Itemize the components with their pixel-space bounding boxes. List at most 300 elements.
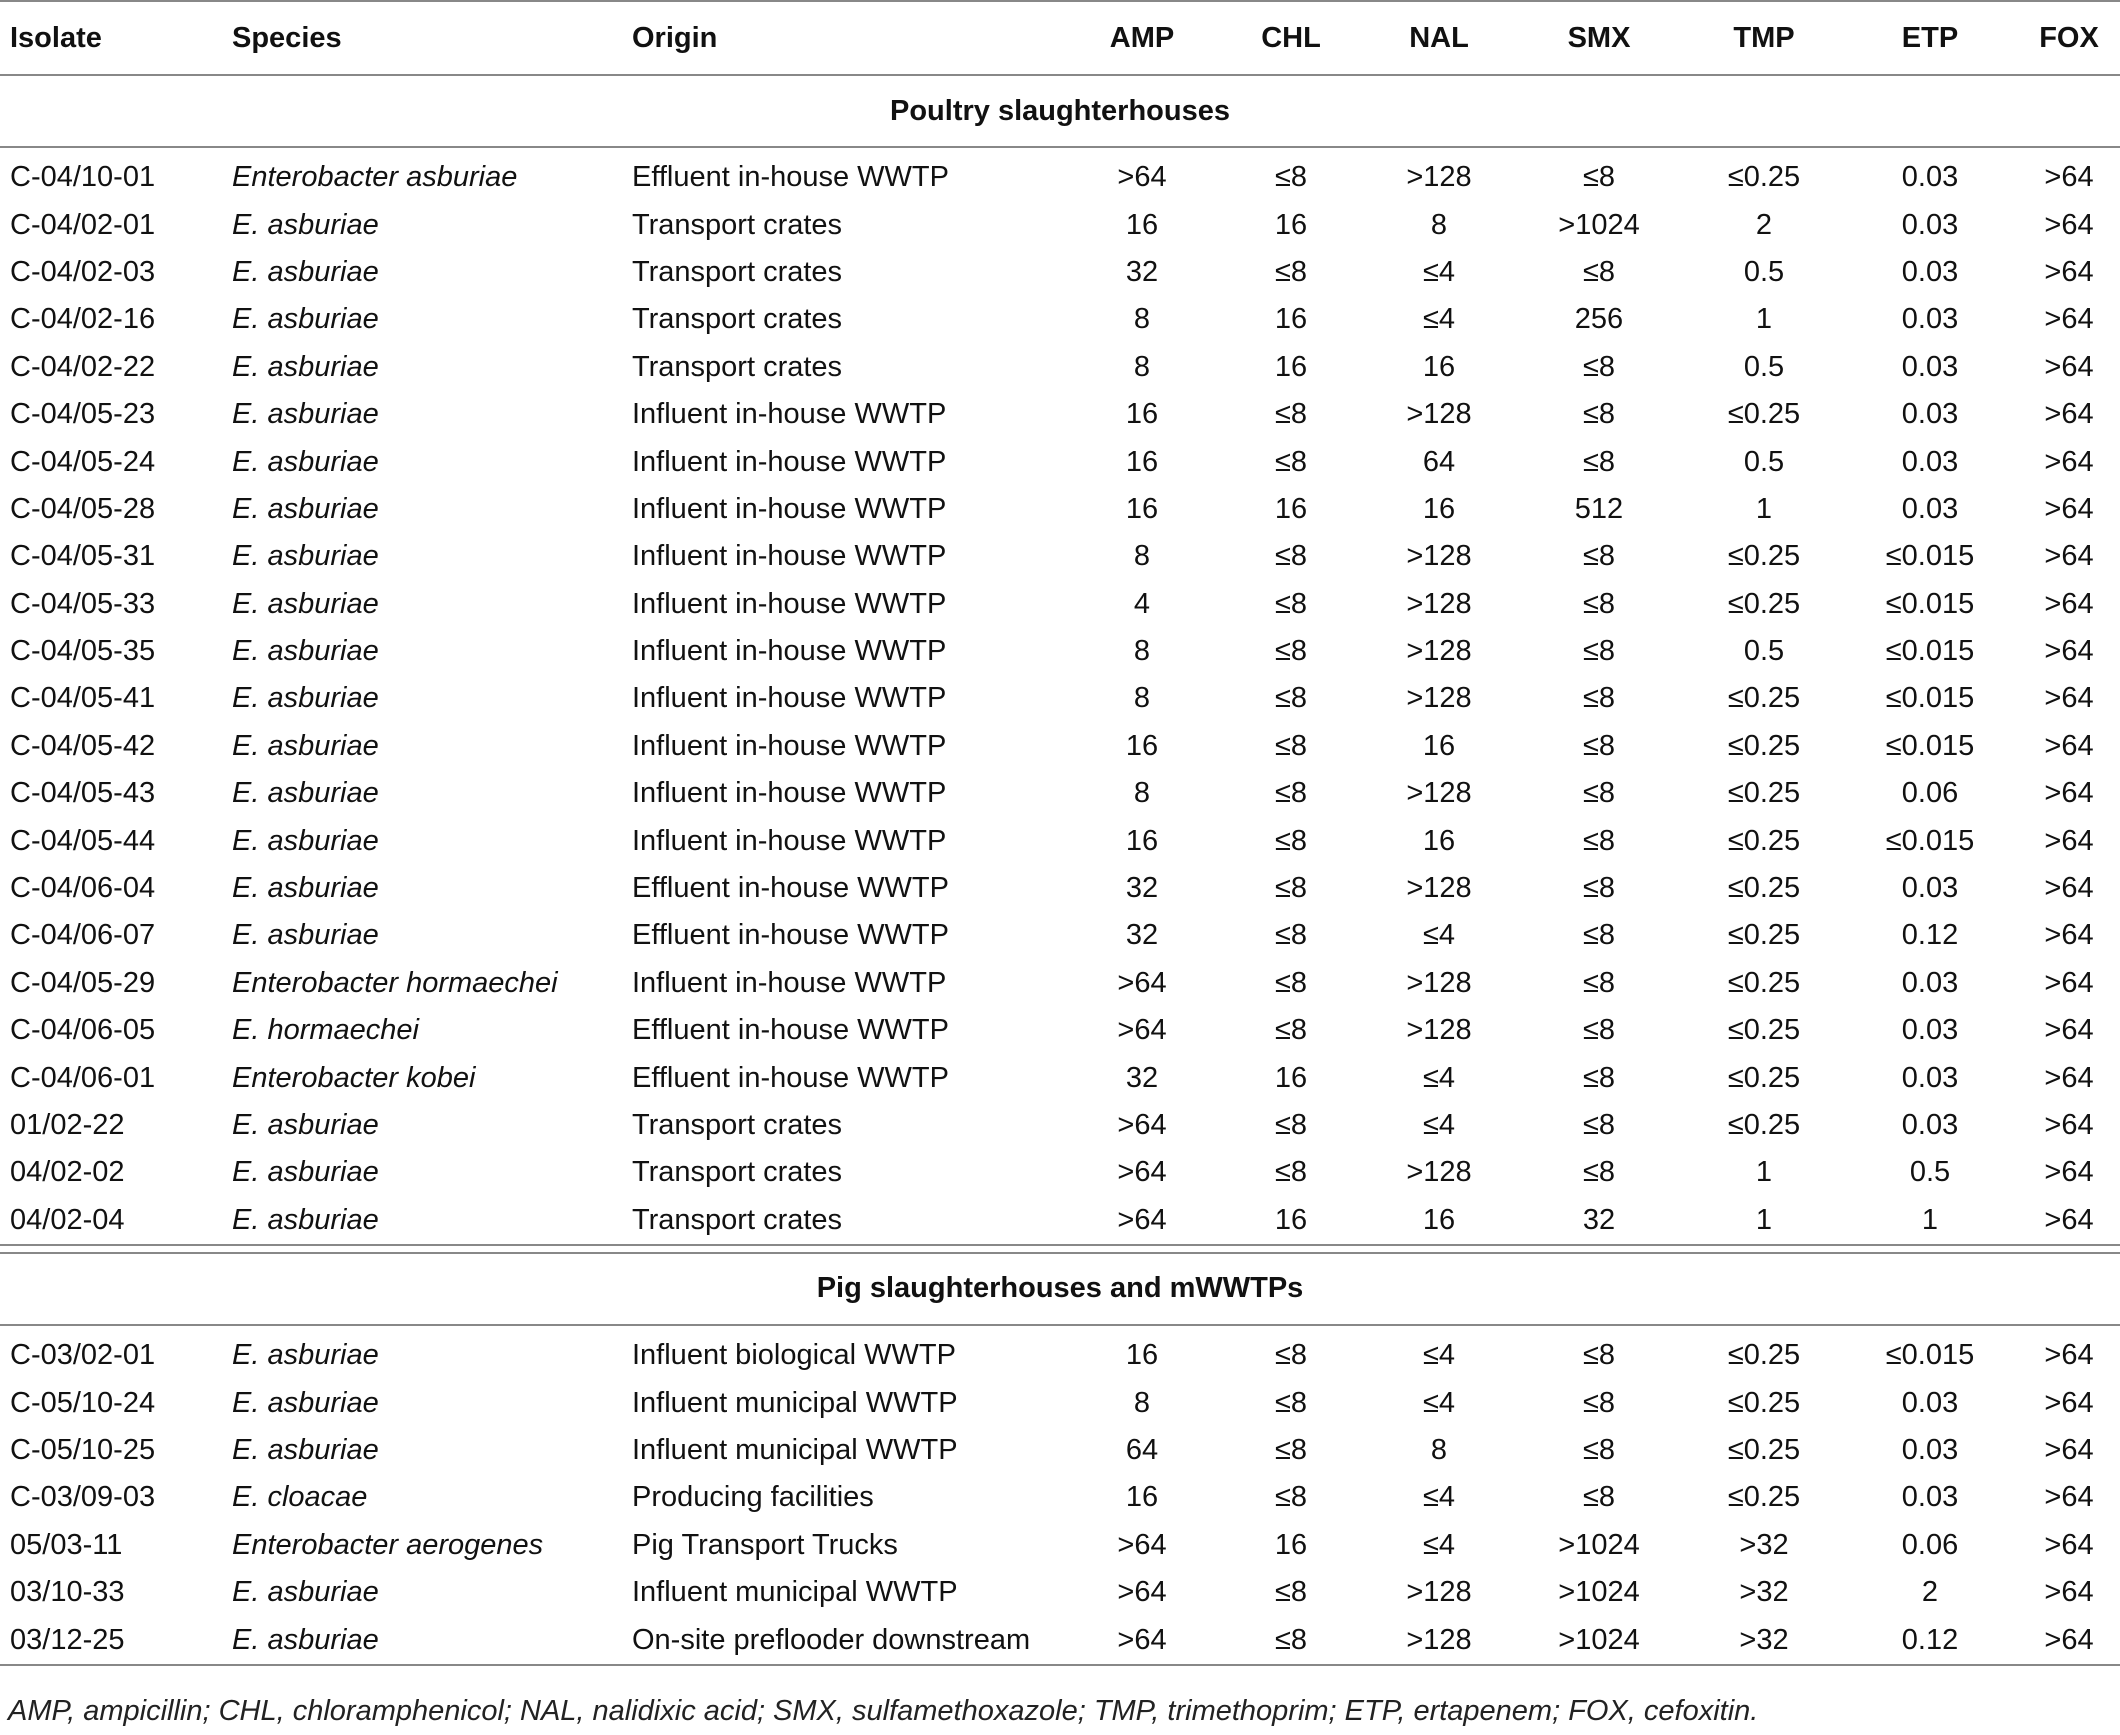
cell-smx: ≤8 [1582,161,1616,194]
cell-nal: ≤4 [1422,303,1456,336]
cell-origin: Pig Transport Trucks [632,1528,898,1561]
species-name: E. asburiae [232,872,379,905]
table-row [0,628,2120,675]
cell-origin: On-site preflooder downstream [632,1623,1031,1656]
cell-nal: ≤4 [1422,1386,1456,1419]
cell-fox: >64 [2044,445,2094,478]
cell-tmp: ≤0.25 [1727,872,1801,905]
cell-amp: 16 [1125,492,1159,525]
cell-smx: ≤8 [1582,966,1616,999]
cell-isolate: C-04/05-42 [10,729,156,762]
table-row [0,960,2120,1007]
cell-smx: ≤8 [1582,255,1616,288]
cell-amp: 32 [1125,872,1159,905]
species-name: Enterobacter aerogenes [232,1528,544,1561]
table-row [0,249,2120,296]
cell-chl: ≤8 [1274,540,1308,573]
species-name: E. asburiae [232,303,379,336]
cell-etp: 0.03 [1901,445,1959,478]
cell-tmp: ≤0.25 [1727,398,1801,431]
cell-tmp: ≤0.25 [1727,1014,1801,1047]
cell-origin: Transport crates [632,1156,843,1189]
cell-amp: 16 [1125,445,1159,478]
cell-origin: Influent in-house WWTP [632,966,947,999]
cell-etp: 0.03 [1901,966,1959,999]
cell-nal: >128 [1406,635,1472,668]
row-spacer [0,1245,2120,1253]
table-row [0,1569,2120,1616]
cell-species [232,912,632,959]
cell-chl: ≤8 [1274,445,1308,478]
cell-tmp: 0.5 [1743,635,1785,668]
cell-isolate: 01/02-22 [10,1109,125,1141]
row-spacer [0,1325,2120,1332]
table-row [0,154,2120,201]
cell-nal: 8 [1430,208,1448,241]
cell-etp: 0.03 [1901,1061,1959,1094]
cell-isolate: C-04/06-01 [10,1061,156,1094]
header-origin: Origin [632,21,718,54]
species-name: Enterobacter hormaechei [232,966,558,999]
species-name: E. asburiae [232,587,379,620]
species-name: E. asburiae [232,350,379,383]
cell-fox: >64 [2044,1109,2094,1141]
header-nal: NAL [1409,21,1469,54]
cell-isolate: C-04/02-03 [10,255,156,288]
cell-etp: 0.03 [1901,255,1959,288]
species-name: E. asburiae [232,1339,379,1372]
cell-etp: 2 [1921,1576,1939,1609]
cell-species [232,675,632,722]
cell-isolate: C-03/02-01 [10,1339,156,1372]
cell-nal: >128 [1406,398,1472,431]
cell-fox: >64 [2044,1014,2094,1047]
cell-fox: >64 [2044,966,2094,999]
species-name: E. asburiae [232,1433,379,1466]
cell-amp: >64 [1117,966,1167,999]
cell-amp: >64 [1117,1014,1167,1047]
cell-tmp: >32 [1739,1576,1789,1609]
cell-smx: ≤8 [1582,729,1616,762]
cell-amp: >64 [1117,1576,1167,1609]
cell-fox: >64 [2044,919,2094,952]
species-name: E. asburiae [232,729,379,762]
cell-chl: ≤8 [1274,398,1308,431]
cell-species [232,533,632,580]
cell-smx: 512 [1574,492,1624,525]
cell-fox: >64 [2044,1156,2094,1189]
cell-smx: ≤8 [1582,682,1616,715]
section-header-row [0,75,2120,147]
cell-smx: ≤8 [1582,1386,1616,1419]
cell-tmp: ≤0.25 [1727,966,1801,999]
cell-smx: ≤8 [1582,1433,1616,1466]
table-row [0,723,2120,770]
cell-isolate: C-04/05-29 [10,966,156,999]
cell-chl: ≤8 [1274,1481,1308,1514]
cell-origin: Transport crates [632,1203,843,1236]
cell-nal: ≤4 [1422,1528,1456,1561]
cell-amp: 32 [1125,255,1159,288]
cell-fox: >64 [2044,872,2094,905]
cell-smx: ≤8 [1582,540,1616,573]
table-row [0,201,2120,248]
cell-species [232,628,632,675]
cell-tmp: ≤0.25 [1727,777,1801,810]
cell-origin: Effluent in-house WWTP [632,1014,949,1047]
cell-origin: Influent in-house WWTP [632,540,947,573]
cell-smx: ≤8 [1582,919,1616,952]
cell-smx: ≤8 [1582,1014,1616,1047]
table-row [0,296,2120,343]
cell-fox: >64 [2044,1203,2094,1236]
cell-nal: ≤4 [1422,919,1456,952]
cell-chl: ≤8 [1274,729,1308,762]
cell-nal: >128 [1406,777,1472,810]
cell-smx: ≤8 [1582,1156,1616,1189]
cell-smx: >1024 [1558,1623,1640,1656]
cell-tmp: ≤0.25 [1727,919,1801,952]
cell-nal: 8 [1430,1433,1448,1466]
cell-chl: ≤8 [1274,161,1308,194]
cell-etp: ≤0.015 [1885,587,1975,620]
table-row [0,1522,2120,1569]
cell-chl: 16 [1274,208,1308,241]
cell-tmp: ≤0.25 [1727,1481,1801,1514]
cell-amp: >64 [1117,1528,1167,1561]
cell-etp: 0.03 [1901,350,1959,383]
species-name: E. asburiae [232,824,379,857]
species-name: E. asburiae [232,492,379,525]
cell-amp: 8 [1133,303,1151,336]
header-chl: CHL [1261,21,1321,54]
cell-isolate: C-04/05-24 [10,445,156,478]
cell-chl: ≤8 [1274,872,1308,905]
cell-fox: >64 [2044,1433,2094,1466]
cell-species [232,391,632,438]
cell-species [232,770,632,817]
cell-etp: 0.03 [1901,1481,1959,1514]
table-row [0,1427,2120,1474]
cell-species [232,1522,632,1569]
species-name: E. asburiae [232,208,379,241]
cell-fox: >64 [2044,635,2094,668]
cell-origin: Transport crates [632,255,843,288]
cell-tmp: ≤0.25 [1727,161,1801,194]
cell-fox: >64 [2044,208,2094,241]
cell-origin: Influent in-house WWTP [632,682,947,715]
cell-etp: ≤0.015 [1885,729,1975,762]
cell-fox: >64 [2044,824,2094,857]
cell-origin: Influent municipal WWTP [632,1433,958,1466]
cell-nal: ≤4 [1422,1481,1456,1514]
cell-amp: >64 [1117,1156,1167,1189]
cell-fox: >64 [2044,682,2094,715]
cell-isolate: C-05/10-24 [10,1386,156,1419]
cell-etp: 0.12 [1901,1623,1959,1656]
species-name: E. hormaechei [232,1014,419,1047]
cell-fox: >64 [2044,1576,2094,1609]
cell-amp: 8 [1133,635,1151,668]
cell-origin: Effluent in-house WWTP [632,872,949,905]
species-name: Enterobacter kobei [232,1061,476,1094]
cell-smx: ≤8 [1582,824,1616,857]
cell-isolate: C-04/05-31 [10,540,156,573]
section-title: Pig slaughterhouses and mWWTPs [816,1272,1304,1305]
cell-etp: 0.06 [1901,777,1959,810]
table-row [0,533,2120,580]
cell-isolate: C-04/06-05 [10,1014,156,1047]
cell-smx: ≤8 [1582,1339,1616,1372]
table-row [0,1379,2120,1426]
species-name: E. asburiae [232,445,379,478]
cell-nal: 16 [1422,729,1456,762]
cell-fox: >64 [2044,398,2094,431]
cell-isolate: C-04/05-35 [10,635,156,668]
cell-smx: ≤8 [1582,1109,1616,1141]
cell-amp: >64 [1117,161,1167,194]
table-row [0,865,2120,912]
table-row [0,1616,2120,1664]
species-name: E. asburiae [232,635,379,668]
cell-fox: >64 [2044,492,2094,525]
cell-smx: ≤8 [1582,872,1616,905]
cell-amp: 64 [1125,1433,1159,1466]
cell-species [232,1427,632,1474]
cell-nal: 16 [1422,350,1456,383]
cell-chl: 16 [1274,1061,1308,1094]
cell-chl: 16 [1274,1528,1308,1561]
cell-chl: ≤8 [1274,919,1308,952]
cell-chl: 16 [1274,350,1308,383]
cell-fox: >64 [2044,1623,2094,1656]
species-name: E. asburiae [232,540,379,573]
cell-isolate: C-04/05-28 [10,492,156,525]
cell-species [232,1616,632,1664]
species-name: E. asburiae [232,1623,379,1656]
header-smx: SMX [1567,21,1631,54]
cell-nal: >128 [1406,1623,1472,1656]
cell-amp: 8 [1133,1386,1151,1419]
table-row [0,817,2120,864]
cell-fox: >64 [2044,1528,2094,1561]
cell-smx: 32 [1582,1203,1616,1236]
cell-etp: 0.03 [1901,492,1959,525]
cell-etp: ≤0.015 [1885,682,1975,715]
cell-smx: 256 [1574,303,1624,336]
cell-tmp: >32 [1739,1623,1789,1656]
cell-tmp: ≤0.25 [1727,1433,1801,1466]
header-isolate: Isolate [10,21,102,54]
cell-tmp: 1 [1755,303,1773,336]
cell-chl: ≤8 [1274,1623,1308,1656]
species-name: E. asburiae [232,1203,379,1236]
table-footnote: AMP, ampicillin; CHL, chloramphenicol; NAL, nalidixic acid; SMX, sulfamethoxazole; TMP, trimethoprim; ETP, ertapenem; FOX, cefoxitin. [8,1695,1759,1727]
section-header-row [0,1253,2120,1325]
cell-isolate: 03/10-33 [10,1576,125,1609]
cell-species [232,960,632,1007]
cell-fox: >64 [2044,1061,2094,1094]
cell-tmp: 0.5 [1743,350,1785,383]
cell-chl: ≤8 [1274,1109,1308,1141]
cell-chl: ≤8 [1274,682,1308,715]
cell-chl: ≤8 [1274,635,1308,668]
cell-etp: 0.03 [1901,1386,1959,1419]
cell-amp: 16 [1125,824,1159,857]
cell-amp: 32 [1125,919,1159,952]
cell-etp: ≤0.015 [1885,635,1975,668]
cell-species [232,1007,632,1054]
cell-origin: Transport crates [632,350,843,383]
cell-amp: 4 [1133,587,1151,620]
cell-amp: 8 [1133,777,1151,810]
cell-tmp: ≤0.25 [1727,1061,1801,1094]
table-row [0,438,2120,485]
cell-origin: Influent biological WWTP [632,1339,956,1372]
cell-species [232,438,632,485]
cell-origin: Influent in-house WWTP [632,635,947,668]
cell-origin: Influent in-house WWTP [632,445,947,478]
species-name: E. asburiae [232,1576,379,1609]
species-name: E. asburiae [232,255,379,288]
cell-origin: Influent in-house WWTP [632,587,947,620]
cell-etp: 0.03 [1901,303,1959,336]
cell-chl: ≤8 [1274,1156,1308,1189]
cell-etp: 0.5 [1909,1156,1951,1189]
cell-isolate: C-04/02-16 [10,303,156,336]
header-fox: FOX [2039,21,2099,54]
cell-isolate: C-04/02-22 [10,350,156,383]
cell-tmp: ≤0.25 [1727,824,1801,857]
cell-etp: ≤0.015 [1885,824,1975,857]
cell-isolate: C-05/10-25 [10,1433,156,1466]
cell-tmp: 1 [1755,1156,1773,1189]
cell-isolate: 04/02-04 [10,1203,125,1236]
cell-nal: >128 [1406,587,1472,620]
cell-fox: >64 [2044,161,2094,194]
cell-chl: 16 [1274,303,1308,336]
cell-nal: >128 [1406,966,1472,999]
cell-smx: ≤8 [1582,1061,1616,1094]
cell-species [232,1102,632,1149]
cell-etp: 0.06 [1901,1528,1959,1561]
cell-isolate: 03/12-25 [10,1623,125,1656]
cell-isolate: C-04/06-07 [10,919,156,952]
cell-tmp: ≤0.25 [1727,1386,1801,1419]
cell-tmp: 2 [1755,208,1773,241]
cell-species [232,249,632,296]
cell-fox: >64 [2044,1481,2094,1514]
table-row [0,1474,2120,1521]
table-row [0,1007,2120,1054]
cell-nal: >128 [1406,1156,1472,1189]
cell-nal: >128 [1406,1576,1472,1609]
species-name: E. asburiae [232,398,379,431]
cell-fox: >64 [2044,350,2094,383]
cell-nal: 16 [1422,1203,1456,1236]
cell-species [232,1054,632,1101]
cell-chl: ≤8 [1274,824,1308,857]
cell-etp: 0.03 [1901,872,1959,905]
cell-fox: >64 [2044,587,2094,620]
cell-nal: ≤4 [1422,1109,1456,1141]
cell-species [232,296,632,343]
cell-species [232,154,632,201]
cell-tmp: 0.5 [1743,255,1785,288]
cell-nal: >128 [1406,161,1472,194]
cell-smx: >1024 [1558,1528,1640,1561]
cell-etp: 0.03 [1901,161,1959,194]
cell-species [232,1149,632,1196]
cell-tmp: ≤0.25 [1727,540,1801,573]
cell-origin: Effluent in-house WWTP [632,1061,949,1094]
species-name: E. asburiae [232,682,379,715]
cell-species [232,1197,632,1245]
cell-tmp: ≤0.25 [1727,1109,1801,1141]
cell-smx: >1024 [1558,208,1640,241]
cell-amp: 16 [1125,208,1159,241]
cell-nal: >128 [1406,682,1472,715]
cell-origin: Influent in-house WWTP [632,729,947,762]
cell-amp: >64 [1117,1109,1167,1141]
cell-chl: ≤8 [1274,777,1308,810]
cell-species [232,865,632,912]
cell-nal: >128 [1406,872,1472,905]
cell-smx: ≤8 [1582,1481,1616,1514]
cell-isolate: C-04/05-33 [10,587,156,620]
table-row [0,912,2120,959]
table-row [0,486,2120,533]
cell-fox: >64 [2044,729,2094,762]
table-row [0,770,2120,817]
cell-nal: 16 [1422,492,1456,525]
cell-fox: >64 [2044,1386,2094,1419]
table-row [0,1054,2120,1101]
cell-origin: Influent municipal WWTP [632,1386,958,1419]
table-row [0,1332,2120,1379]
cell-isolate: 05/03-11 [10,1528,123,1561]
cell-origin: Influent in-house WWTP [632,492,947,525]
cell-etp: ≤0.015 [1885,540,1975,573]
cell-species [232,1569,632,1616]
cell-amp: 8 [1133,350,1151,383]
row-spacer [0,147,2120,154]
cell-origin: Influent in-house WWTP [632,824,947,857]
cell-chl: 16 [1274,492,1308,525]
cell-isolate: 04/02-02 [10,1156,125,1189]
cell-origin: Influent municipal WWTP [632,1576,958,1609]
cell-isolate: C-04/05-43 [10,777,156,810]
cell-amp: 8 [1133,682,1151,715]
cell-chl: ≤8 [1274,1014,1308,1047]
cell-nal: >128 [1406,1014,1472,1047]
cell-isolate: C-04/10-01 [10,161,156,194]
cell-nal: >128 [1406,540,1472,573]
cell-fox: >64 [2044,303,2094,336]
cell-amp: >64 [1117,1623,1167,1656]
cell-origin: Transport crates [632,303,843,336]
cell-amp: 16 [1125,1481,1159,1514]
species-name: E. asburiae [232,1386,379,1419]
cell-smx: ≤8 [1582,398,1616,431]
cell-smx: ≤8 [1582,777,1616,810]
cell-tmp: ≤0.25 [1727,682,1801,715]
cell-species [232,486,632,533]
cell-nal: ≤4 [1422,1061,1456,1094]
cell-species [232,1474,632,1521]
section-title: Poultry slaughterhouses [889,94,1230,127]
species-name: Enterobacter asburiae [232,161,518,194]
